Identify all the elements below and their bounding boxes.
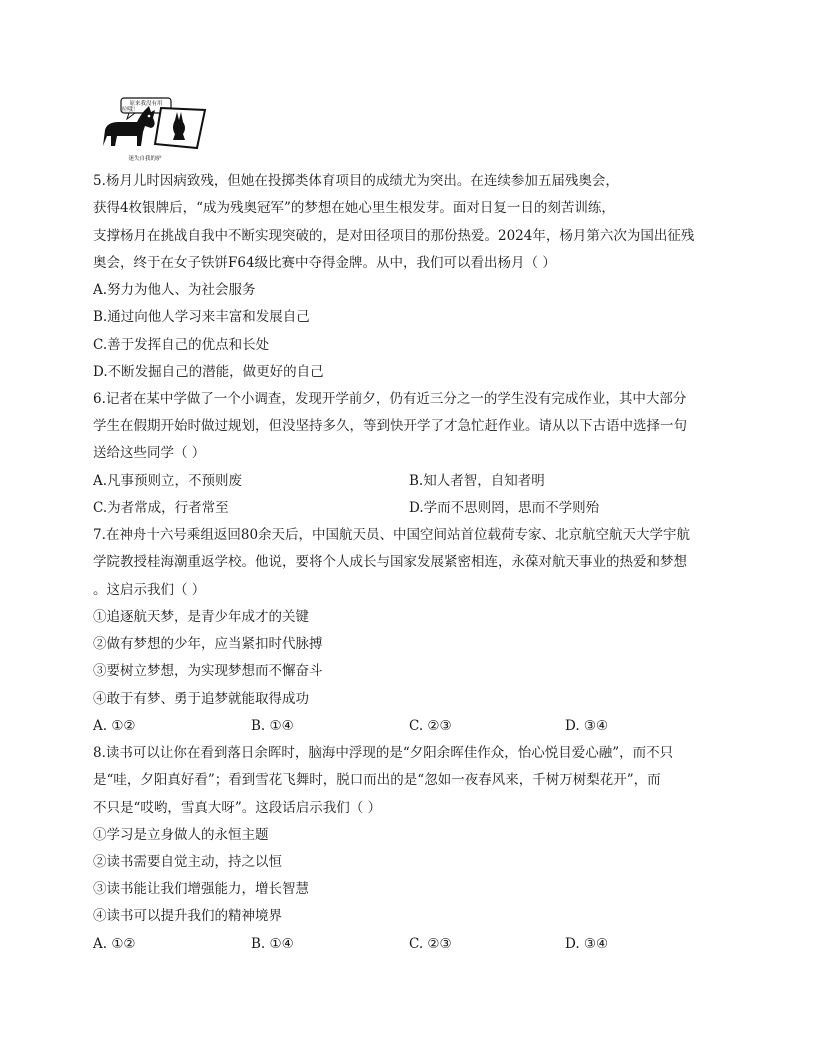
q6-option-d: D.学而不思则罔，思而不学则殆 <box>409 500 600 516</box>
q7-statement-3: ③要树立梦想，为实现梦想而不懈奋斗 <box>93 663 323 679</box>
cartoon-caption: 迷失自我的驴 <box>128 156 162 162</box>
q6-line-2: 学生在假期开始时做过规划，但没坚持多久，等到快开学了才急忙赶作业。请从以下古语中选择一句 <box>93 418 687 434</box>
q5-line-3: 支撑杨月在挑战自我中不断实现突破的，是对田径项目的那份热爱。2024年，杨月第六次为国出征残 <box>93 228 695 244</box>
q5-option-a: A.努力为他人、为社会服务 <box>93 282 256 298</box>
q7-statement-2: ②做有梦想的少年，应当紧扣时代脉搏 <box>93 636 323 652</box>
q7-line-2: 学院教授桂海潮重返学校。他说，要将个人成长与国家发展紧密相连，永葆对航天事业的热爱和梦想 <box>93 554 687 570</box>
cartoon-bubble-line2: 拉哦！ <box>121 107 139 113</box>
q5-option-b: B.通过向他人学习来丰富和发展自己 <box>93 309 310 325</box>
q8-option-c: C. ②③ <box>409 936 452 952</box>
q7-line-1: 7.在神舟十六号乘组返回80余天后，中国航天员、中国空间站首位载荷专家、北京航空航天大学宇航 <box>93 527 691 543</box>
q7-statement-1: ①追逐航天梦，是青少年成才的关键 <box>93 609 309 625</box>
q8-option-a: A. ①② <box>93 936 136 952</box>
q8-line-2: 是“哇，夕阳真好看”；看到雪花飞舞时，脱口而出的是“忽如一夜春风来，千树万树梨花开”，而 <box>93 772 661 788</box>
q7-option-b: B. ①④ <box>251 718 294 734</box>
q8-statement-3: ③读书能让我们增强能力，增长智慧 <box>93 881 309 897</box>
q8-statement-4: ④读书可以提升我们的精神境界 <box>93 908 282 924</box>
q8-option-b: B. ①④ <box>251 936 294 952</box>
q7-line-3: 。这启示我们（ ） <box>93 582 206 598</box>
q6-line-3: 送给这些同学（ ） <box>93 445 206 461</box>
q7-statement-4: ④敢于有梦、勇于追梦就能取得成功 <box>93 691 309 707</box>
q6-option-b: B.知人者智，自知者明 <box>409 473 545 489</box>
q6-option-c: C.为者常成，行者常至 <box>93 500 229 516</box>
q8-statement-1: ①学习是立身做人的永恒主题 <box>93 827 269 843</box>
q5-line-4: 奥会，终于在女子铁饼F64级比赛中夺得金牌。从中，我们可以看出杨月（ ） <box>93 255 556 271</box>
q6-option-a: A.凡事预则立，不预则废 <box>93 473 243 489</box>
q5-line-2: 获得4枚银牌后，“成为残奥冠军”的梦想在她心里生根发芽。面对日复一日的刻苦训练， <box>93 200 615 216</box>
cartoon-bubble-line1: 原来我没有用 <box>129 101 163 107</box>
q5-option-d: D.不断发掘自己的潜能，做更好的自己 <box>93 364 324 380</box>
q8-option-d: D. ③④ <box>565 936 609 952</box>
q8-line-1: 8.读书可以让你在看到落日余晖时，脑海中浮现的是“夕阳余晖佳作众，怡心悦目爱心融”，而不只 <box>93 745 674 761</box>
q5-option-c: C.善于发挥自己的优点和长处 <box>93 337 270 353</box>
q6-line-1: 6.记者在某中学做了一个小调查，发现开学前夕，仍有近三分之一的学生没有完成作业，其中大部分 <box>93 391 687 407</box>
cartoon-illustration <box>97 96 209 164</box>
q8-statement-2: ②读书需要自觉主动，持之以恒 <box>93 854 282 870</box>
donkey-cartoon-drawing <box>97 96 209 164</box>
q7-option-c: C. ②③ <box>409 718 452 734</box>
q5-line-1: 5.杨月儿时因病致残，但她在投掷类体育项目的成绩尤为突出。在连续参加五届残奥会， <box>93 173 619 189</box>
q8-line-3: 不只是“哎哟，雪真大呀”。这段话启示我们（ ） <box>93 800 382 816</box>
q7-option-a: A. ①② <box>93 718 136 734</box>
q7-option-d: D. ③④ <box>565 718 609 734</box>
